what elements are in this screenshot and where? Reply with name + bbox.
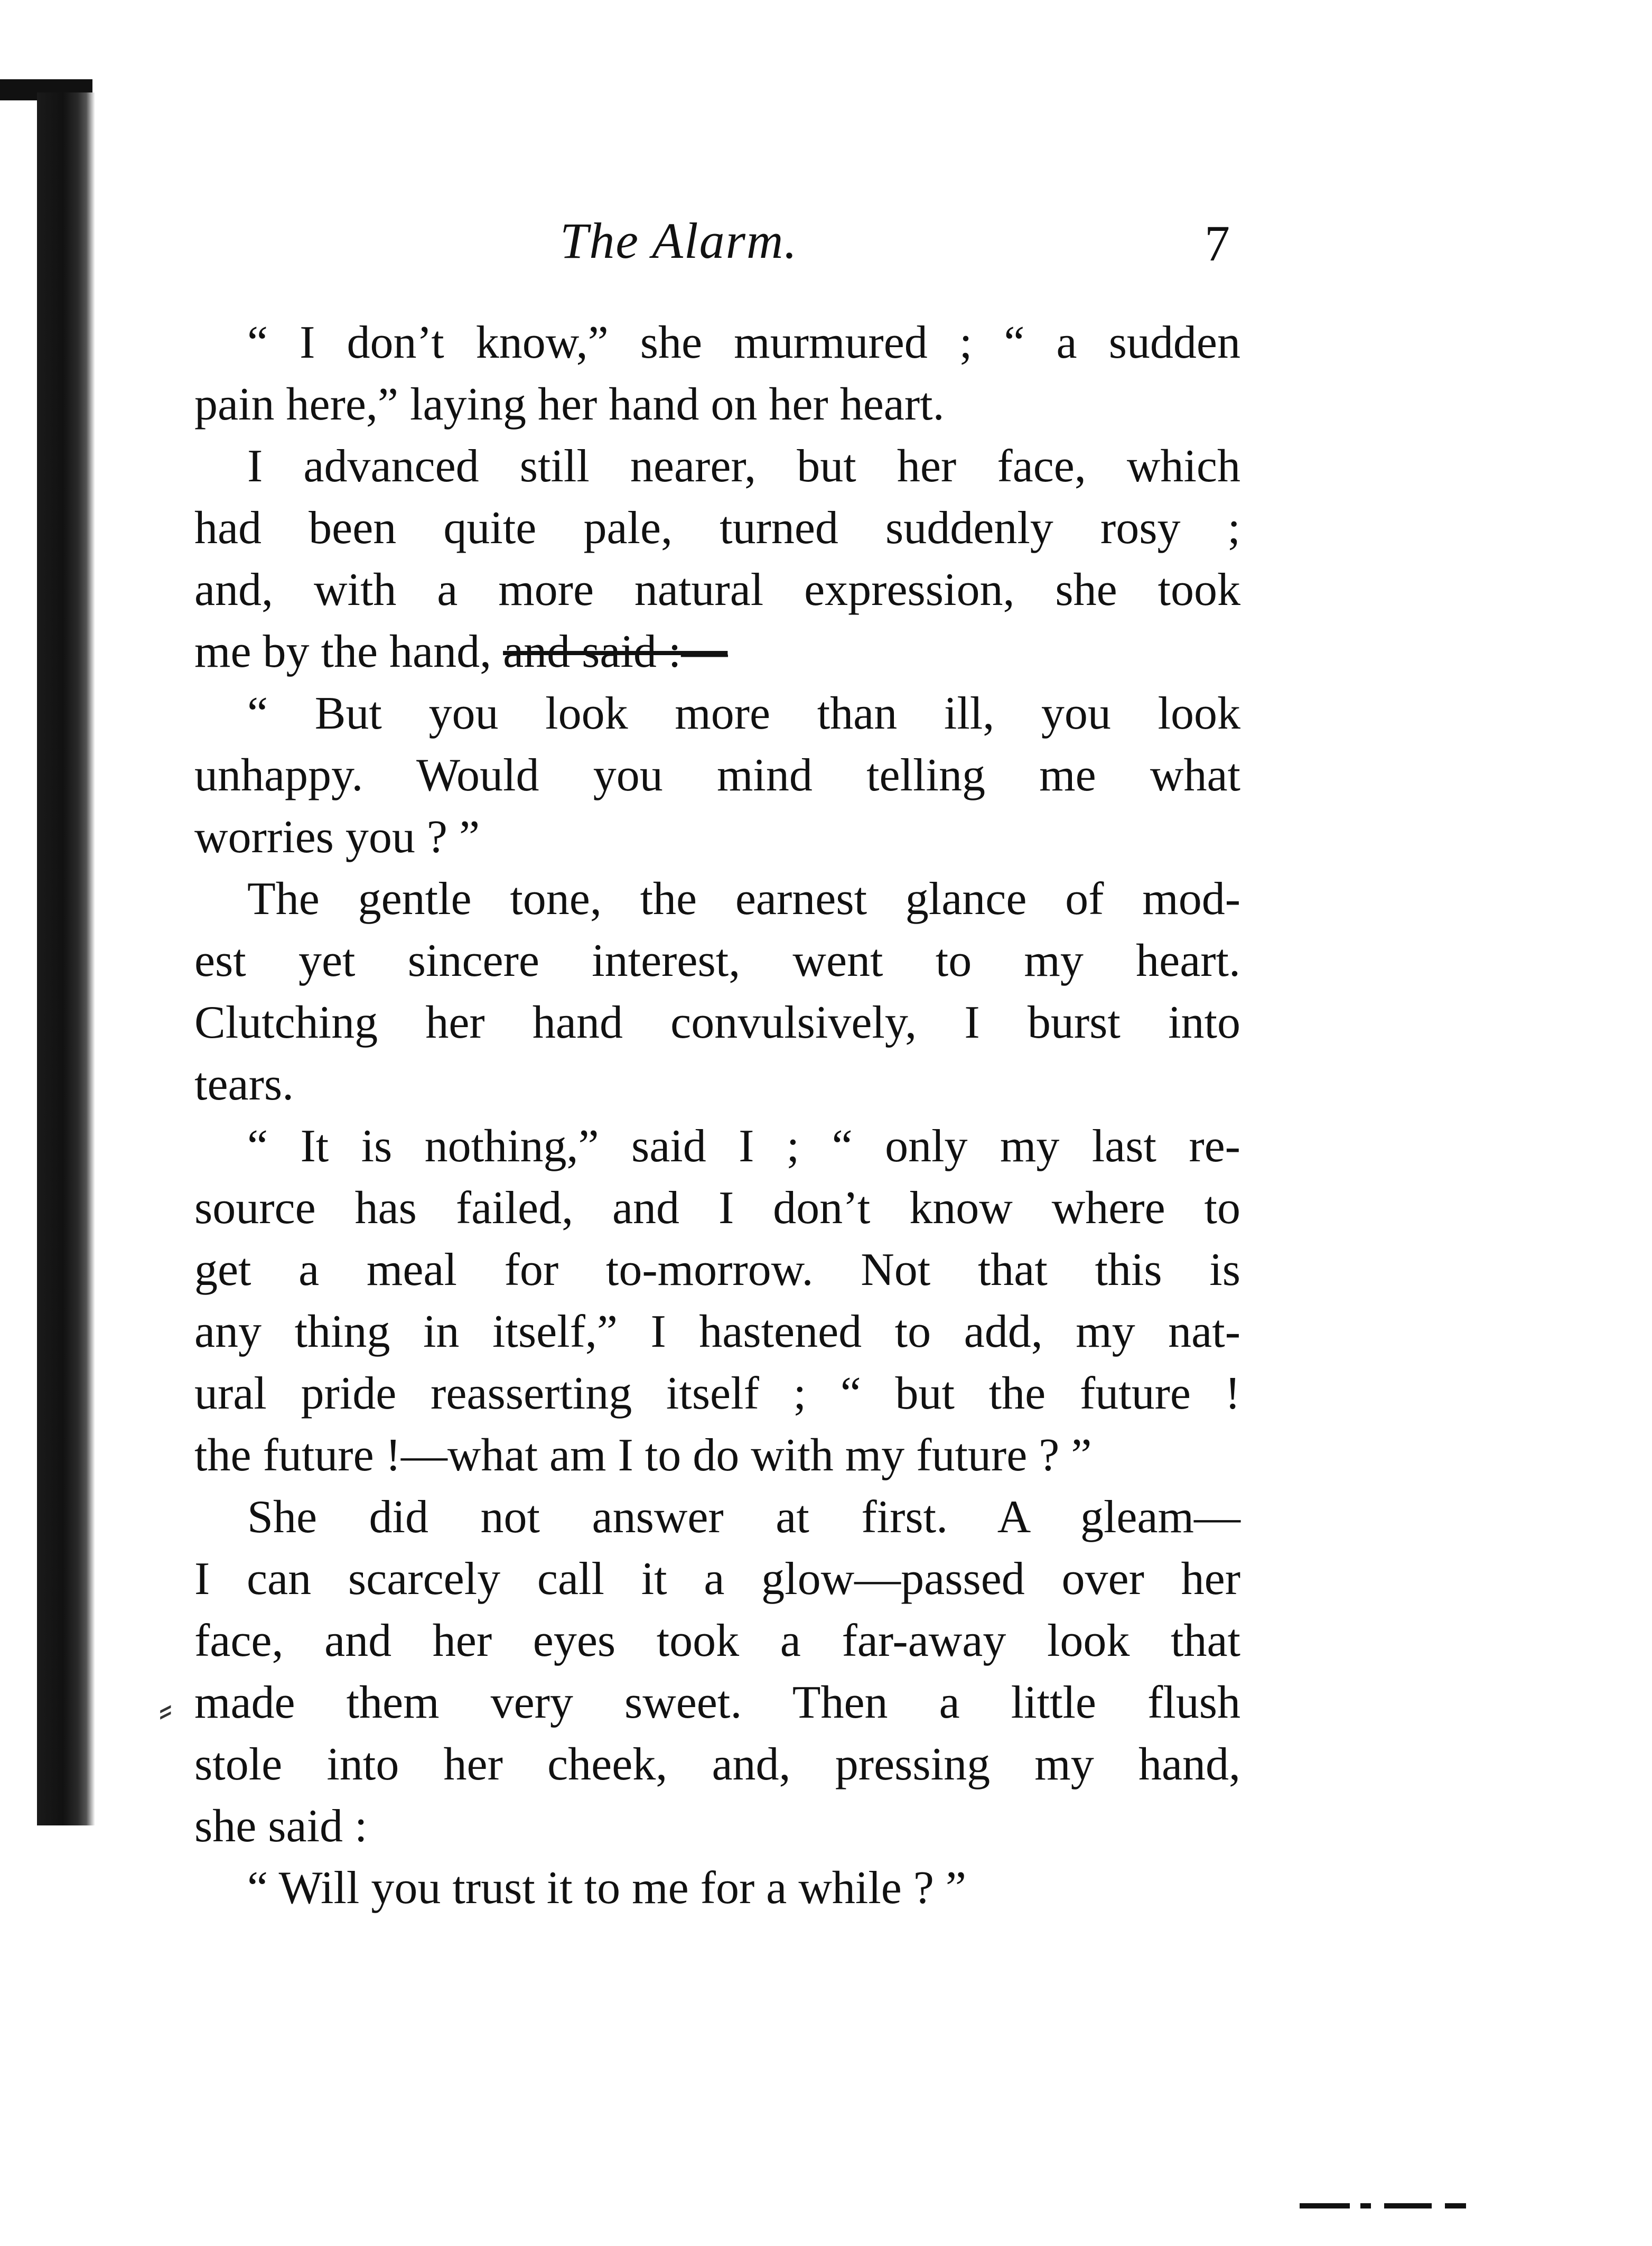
binding-edge [37,92,95,1825]
footer-dash [1360,2203,1371,2208]
page-body [194,312,1240,1919]
text-line: worries you ? ” [194,812,480,863]
text-line: tears. [194,1059,294,1110]
margin-pencil-mark: ⸗ [158,1686,173,1732]
text-line: me by the hand, [194,626,492,677]
text-line: est yet sincere interest, went to my heart. [194,935,1240,986]
text-line: “ Will you trust it to me for a while ? ” [247,1862,966,1914]
text-line: ural pride reasserting itself ; “ but the future ! [194,1368,1240,1419]
text-line: and, with a more natural expression, she took [194,564,1240,616]
text-line: I advanced still nearer, but her face, which [247,441,1240,492]
text-line: The gentle tone, the earnest glance of mod- [247,873,1240,925]
page-number: 7 [1205,215,1230,272]
text-line: she said : [194,1801,368,1852]
text-line: pain here,” laying her hand on her heart. [194,379,945,430]
text-line: source has failed, and I don’t know where to [194,1182,1240,1234]
text-line: “ I don’t know,” she murmured ; “ a sudden [247,317,1240,368]
text-line: I can scarcely call it a glow—passed over her [194,1553,1240,1605]
text-line: any thing in itself,” I hastened to add, my nat- [194,1306,1240,1357]
footer-dash [1300,2203,1350,2208]
text-line: face, and her eyes took a far-away look that [194,1615,1240,1666]
text-line: the future !—what am I to do with my future ? ” [194,1430,1092,1481]
running-title: The Alarm. [560,212,798,269]
text-line: Clutching her hand convulsively, I burst into [194,997,1240,1048]
text-line: “ But you look more than ill, you look [247,688,1240,739]
text-line: unhappy. Would you mind telling me what [194,750,1240,801]
footer-dash [1445,2203,1466,2208]
text-line: made them very sweet. Then a little flush [194,1677,1240,1728]
text-line: “ It is nothing,” said I ; “ only my last re- [247,1121,1240,1172]
text-line: stole into her cheek, and, pressing my hand, [194,1739,1240,1790]
text-line: get a meal for to-morrow. Not that this is [194,1244,1240,1296]
text-line: She did not answer at first. A gleam— [247,1492,1240,1543]
text-line-with-deletion [194,621,1240,683]
footer-dash [1384,2203,1432,2208]
struck-through-text: and said :— [503,626,728,677]
text-line: had been quite pale, turned suddenly rosy ; [194,502,1240,554]
